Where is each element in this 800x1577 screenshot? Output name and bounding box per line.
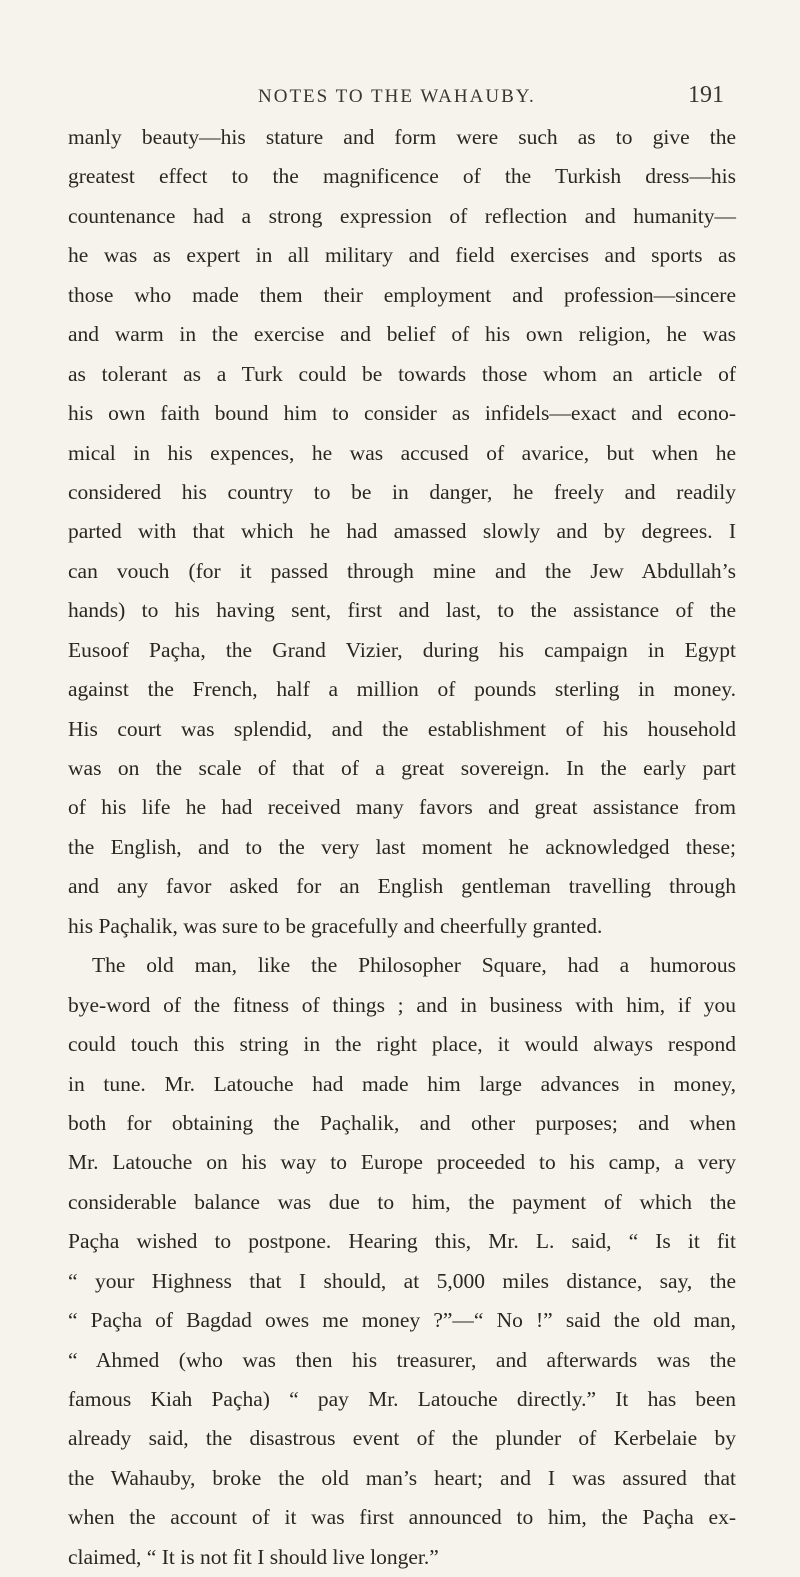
- text-line: “ Ahmed (who was then his treasurer, and afterwards was the: [68, 1347, 736, 1372]
- text-line: already said, the disastrous event of the plunder of Kerbelaie by: [68, 1426, 736, 1451]
- text-line: “ your Highness that I should, at 5,000 miles distance, say, the: [68, 1268, 736, 1293]
- text-line: and any favor asked for an English gentleman travelling through: [68, 874, 736, 899]
- text-line: “ Paçha of Bagdad owes me money ?”—“ No !” said the old man,: [68, 1308, 736, 1333]
- body-text: [68, 118, 736, 1577]
- text-line: Eusoof Paçha, the Grand Vizier, during his campaign in Egypt: [68, 637, 736, 662]
- paragraph-start-line: The old man, like the Philosopher Square, had a humorous: [92, 953, 736, 978]
- text-line: as tolerant as a Turk could be towards those whom an article of: [68, 361, 736, 386]
- text-line: the English, and to the very last moment he acknowledged these;: [68, 834, 736, 859]
- text-line: mical in his expences, he was accused of avarice, but when he: [68, 440, 736, 465]
- text-line: parted with that which he had amassed slowly and by degrees. I: [68, 519, 736, 544]
- text-line: those who made them their employment and profession—sincere: [68, 282, 736, 307]
- text-line: and warm in the exercise and belief of his own religion, he was: [68, 322, 736, 347]
- text-line: both for obtaining the Paçhalik, and other purposes; and when: [68, 1110, 736, 1135]
- text-line: Paçha wished to postpone. Hearing this, Mr. L. said, “ Is it fit: [68, 1229, 736, 1254]
- text-line: countenance had a strong expression of reflection and humanity—: [68, 203, 736, 228]
- text-line: considerable balance was due to him, the payment of which the: [68, 1189, 736, 1214]
- text-line: can vouch (for it passed through mine and the Jew Abdullah’s: [68, 558, 736, 583]
- text-line: he was as expert in all military and field exercises and sports as: [68, 243, 736, 268]
- text-line: hands) to his having sent, first and last, to the assistance of the: [68, 598, 736, 623]
- text-line: could touch this string in the right place, it would always respond: [68, 1032, 736, 1057]
- text-line: bye-word of the fitness of things ; and in business with him, if you: [68, 992, 736, 1017]
- text-line: his own faith bound him to consider as infidels—exact and econo-: [68, 401, 736, 426]
- text-line: of his life he had received many favors and great assistance from: [68, 795, 736, 820]
- page-number: 191: [688, 82, 724, 108]
- text-line: against the French, half a million of pounds sterling in money.: [68, 677, 736, 702]
- text-line: was on the scale of that of a great sovereign. In the early part: [68, 756, 736, 780]
- text-line: in tune. Mr. Latouche had made him large advances in money,: [68, 1071, 736, 1096]
- text-line: manly beauty—his stature and form were such as to give the: [68, 125, 736, 149]
- text-line: the Wahauby, broke the old man’s heart; and I was assured that: [68, 1465, 736, 1490]
- text-line: greatest effect to the magnificence of the Turkish dress—his: [68, 164, 736, 189]
- text-line: his Paçhalik, was sure to be gracefully and cheerfully granted.: [68, 913, 603, 938]
- text-line: considered his country to be in danger, he freely and readily: [68, 479, 736, 504]
- text-line: His court was splendid, and the establishment of his household: [68, 716, 736, 741]
- text-line: famous Kiah Paçha) “ pay Mr. Latouche directly.” It has been: [68, 1387, 736, 1411]
- text-line: Mr. Latouche on his way to Europe proceeded to his camp, a very: [68, 1150, 736, 1175]
- running-head-title: NOTES TO THE WAHAUBY.: [258, 86, 536, 107]
- text-line: when the account of it was first announced to him, the Paçha ex-: [68, 1505, 736, 1530]
- text-line: claimed, “ It is not fit I should live longer.”: [68, 1544, 439, 1569]
